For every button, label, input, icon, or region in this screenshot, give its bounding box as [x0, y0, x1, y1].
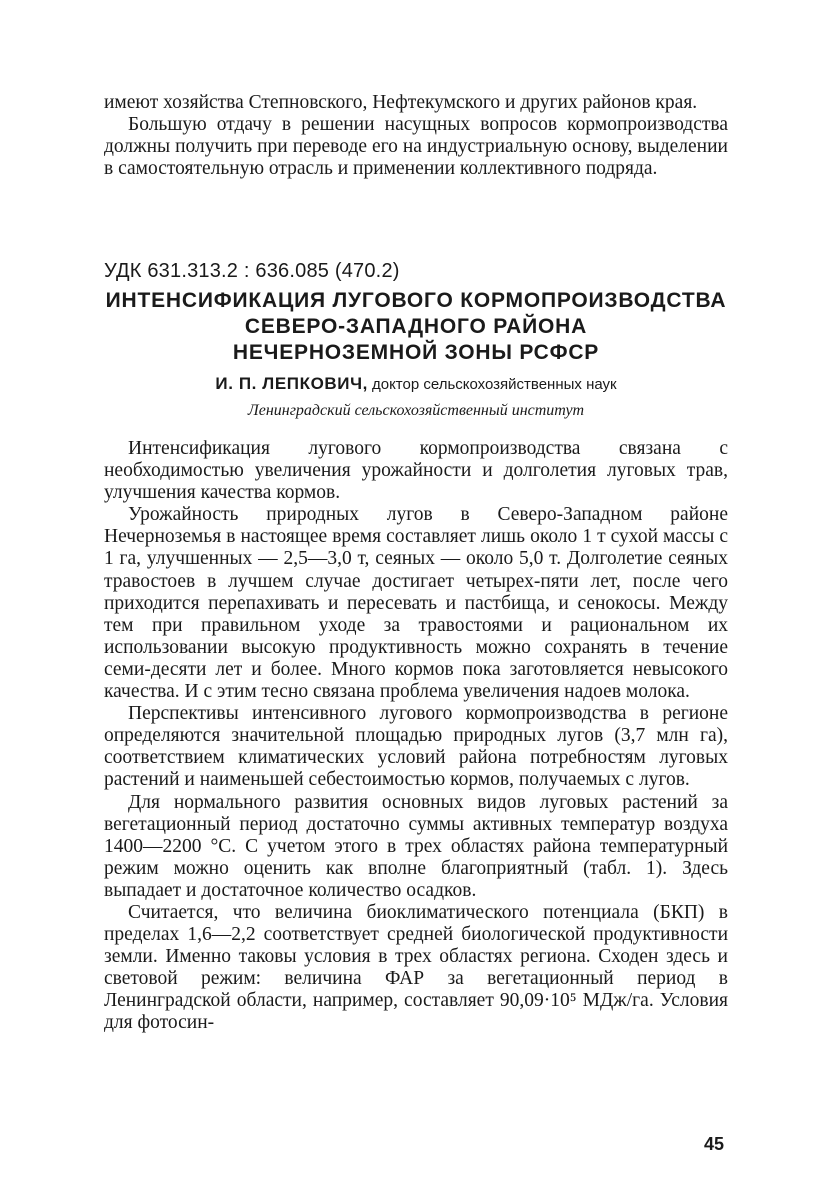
author-degree: доктор сельскохозяйственных наук: [371, 376, 617, 393]
top-text-block: [104, 92, 728, 180]
author-line: [104, 373, 728, 396]
article-title-line-3: НЕЧЕРНОЗЕМНОЙ ЗОНЫ РСФСР: [232, 341, 600, 364]
top-paragraph-1: имеют хозяйства Степновского, Нефтекумского и других районов края.: [104, 92, 698, 113]
body-paragraph-5: Считается, что величина биоклиматического потенциала (БКП) в пределах 1,6—2,2 соответствует средней биологической продуктивности земли. Именно таковы условия в трех областях региона. Сходен здесь и световой режим: величина ФАР за вегетационный период в Ленинградской области, например, составляет 90,09·10⁵ МДж/га. Условия для фотосин-: [104, 901, 728, 1034]
udc-code: УДК 631.313.2 : 636.085 (470.2): [104, 260, 400, 282]
article-title-line-1: ИНТЕНСИФИКАЦИЯ ЛУГОВОГО КОРМОПРОИЗВОДСТВА: [105, 289, 727, 312]
body-paragraph-2: Урожайность природных лугов в Северо-Западном районе Нечерноземья в настоящее время составляет лишь около 1 т сухой массы с 1 га, улучшенных — 2,5—3,0 т, сеяных — около 5,0 т. Долголетие сеяных травостоев в лучшем случае достигает четырех-пяти лет, после чего приходится перепахивать и пересевать и пастбища, и сенокосы. Между тем при правильном уходе за травостоями и рациональном их использовании высокую продуктивность можно сохранять в течение семи-десяти лет и более. Много кормов пока заготовляется невысокого качества. И с этим тесно связана проблема увеличения надоев молока.: [104, 504, 728, 703]
body-paragraph-3: Перспективы интенсивного лугового кормопроизводства в регионе определяются значительной площадью природных лугов (3,7 млн га), соответствием климатических условий района потребностям луговых растений и наименьшей себестоимостью кормов, получаемых с лугов.: [104, 703, 728, 791]
top-paragraph-2: Большую отдачу в решении насущных вопросов кормопроизводства должны получить при переводе его на индустриальную основу, выделении в самостоятельную отрасль и применении коллективного подряда.: [104, 114, 728, 180]
body-paragraph-4: Для нормального развития основных видов луговых растений за вегетационный период достаточно суммы активных температур воздуха 1400—2200 °С. С учетом этого в трех областях района температурный режим можно оценить как вполне благоприятный (табл. 1). Здесь выпадает и достаточное количество осадков.: [104, 791, 728, 901]
body-paragraph-1: Интенсификация лугового кормопроизводства связана с необходимостью увеличения урожайности и долголетия луговых трав, улучшения качества кормов.: [104, 438, 728, 504]
article-body: [104, 438, 728, 1035]
author-name: И. П. ЛЕПКОВИЧ,: [215, 374, 368, 393]
article-title: [104, 288, 728, 366]
author-institute: Ленинградский сельскохозяйственный институт: [247, 402, 585, 419]
page-number: 45: [704, 1134, 725, 1154]
article-title-line-2: СЕВЕРО-ЗАПАДНОГО РАЙОНА: [244, 315, 588, 338]
